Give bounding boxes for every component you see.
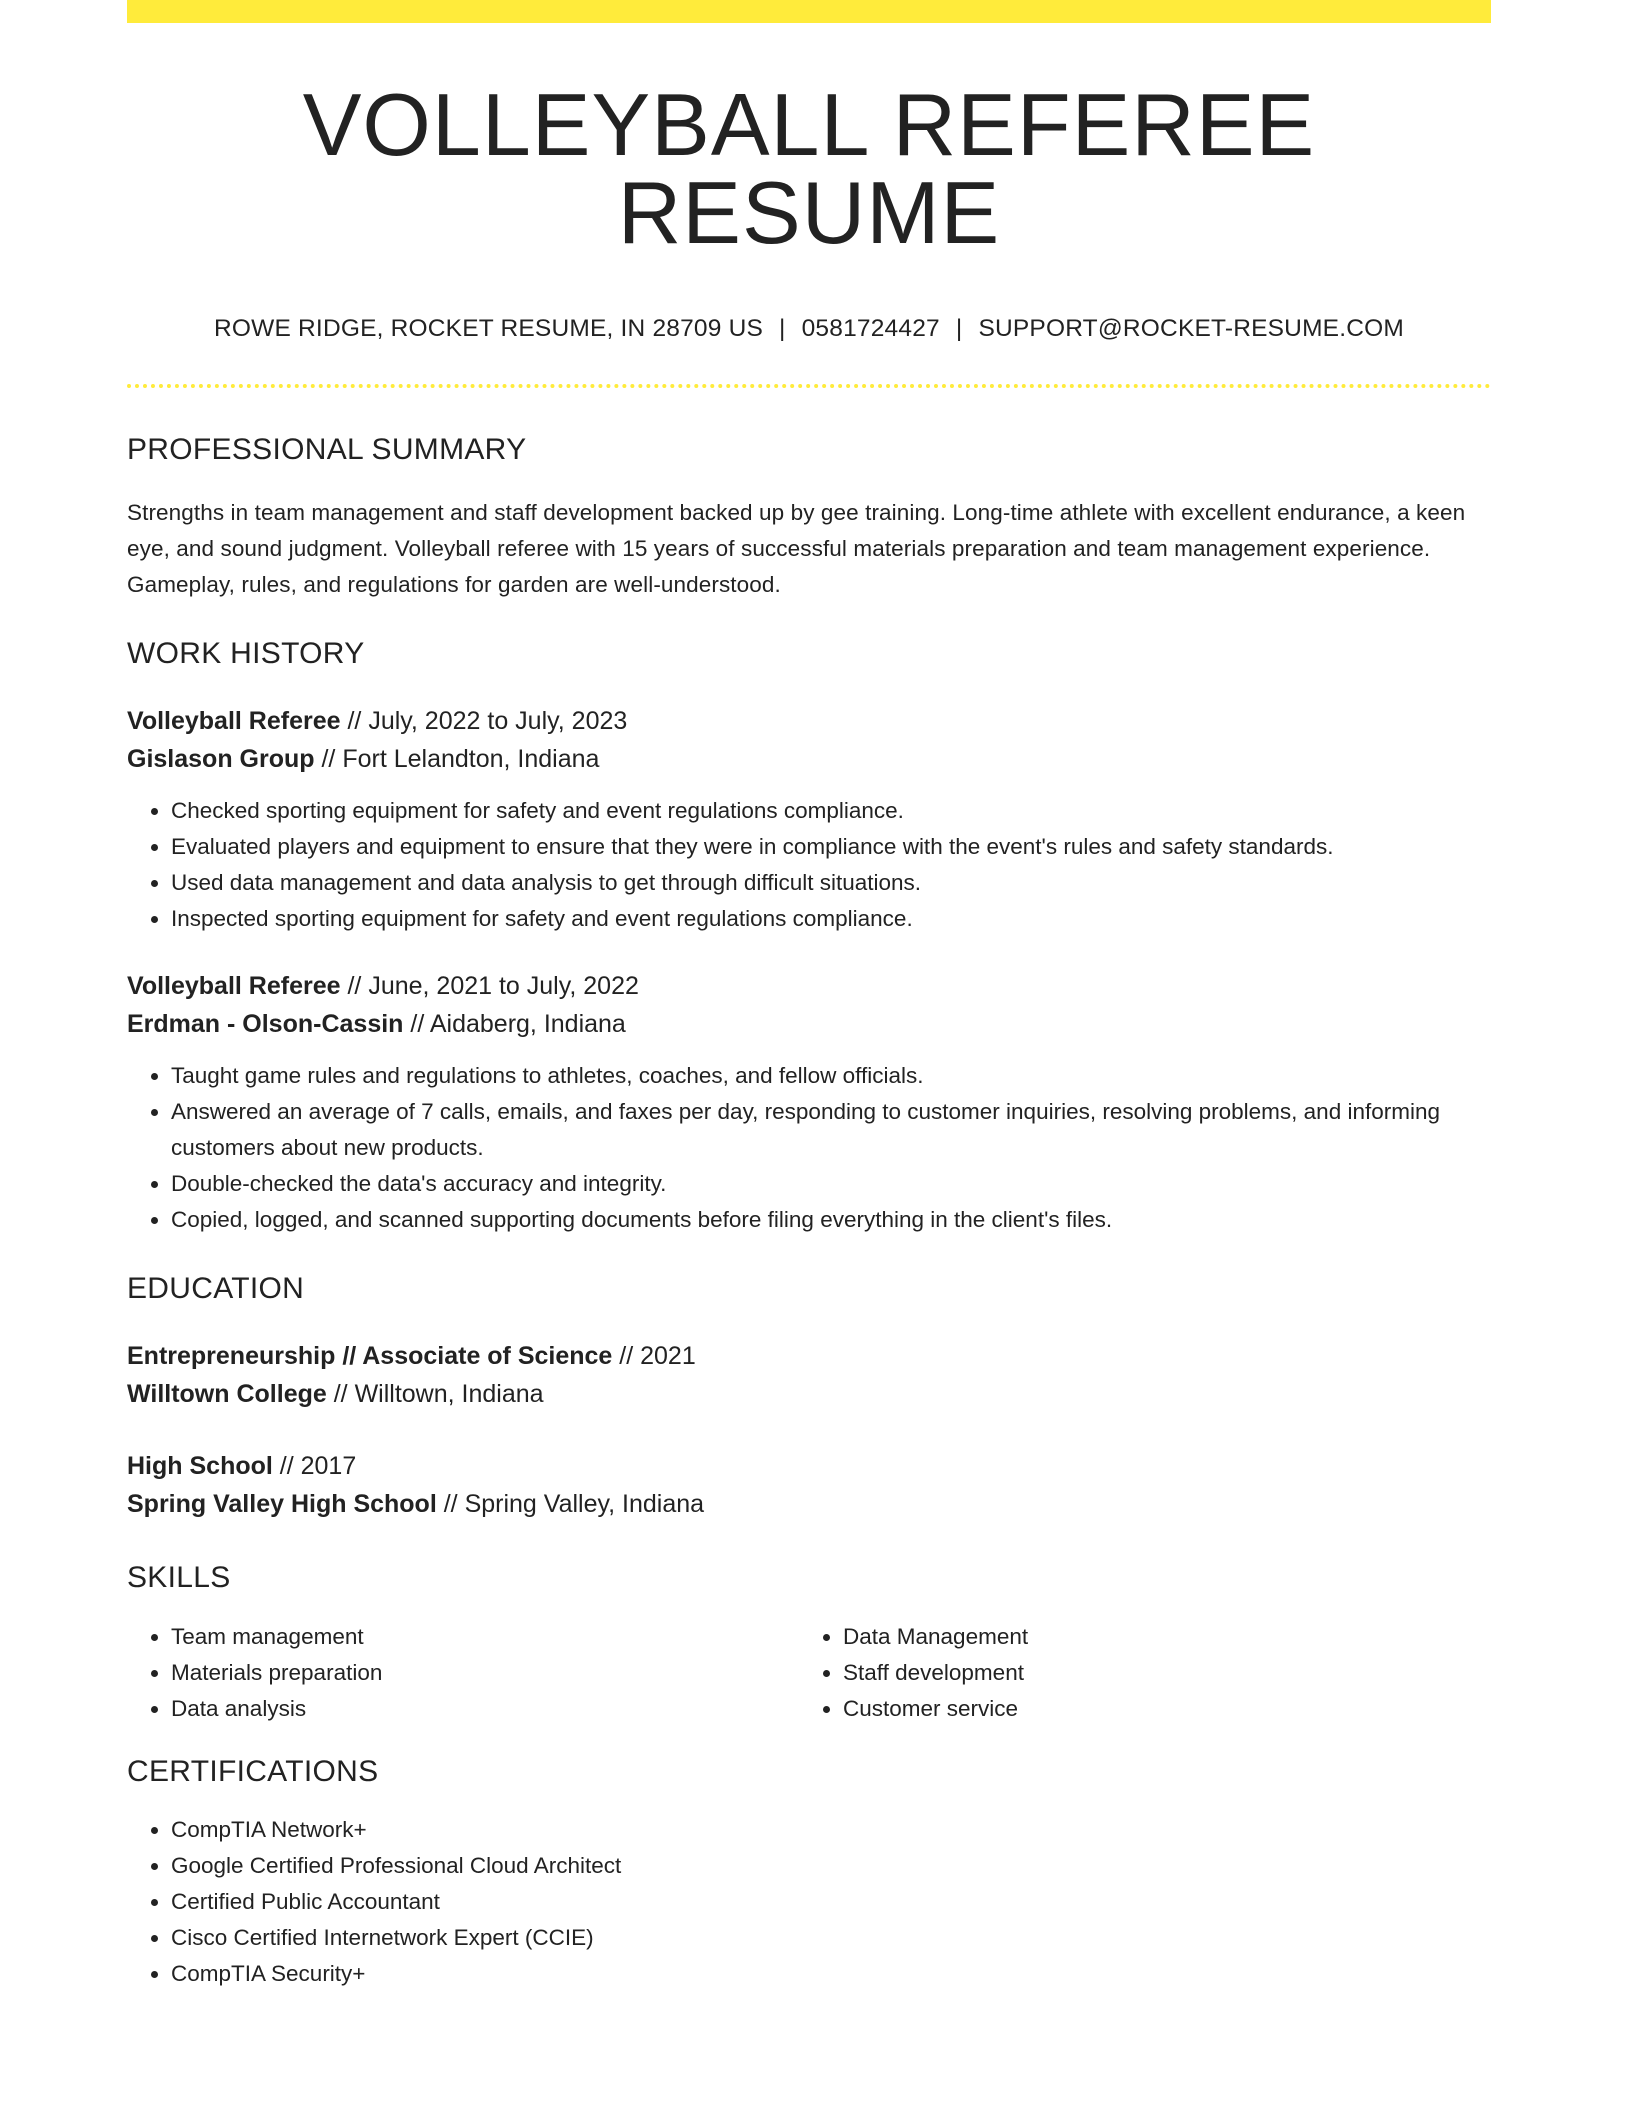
list-item: • Inspected sporting equipment for safety and event regulations compliance.: [171, 901, 1491, 937]
job-location: // Aidaberg, Indiana: [403, 1009, 626, 1038]
resume-page: [127, 0, 1491, 1992]
education-entry: [127, 1337, 1491, 1413]
contact-line: [127, 317, 1491, 342]
degree: High School: [127, 1451, 273, 1480]
summary-text: Strengths in team management and staff development backed up by gee training. Long-time athlete with excellent endurance, a keen eye, and sound judgment. Volleyball referee with 15 years of successful materials preparation and team management experience. Gameplay, rules, and regulations for garden are well-understood.: [127, 499, 1466, 597]
contact-separator: |: [779, 315, 786, 342]
job-company: Erdman - Olson-Cassin: [127, 1009, 404, 1038]
list-item: • Materials preparation: [171, 1655, 799, 1691]
job-title-line: [127, 702, 1491, 740]
school-name: Spring Valley High School: [127, 1489, 437, 1518]
list-item: • Customer service: [843, 1691, 1471, 1727]
degree-line: [127, 1337, 1491, 1375]
page-title: VOLLEYBALL REFEREE RESUME: [302, 75, 1316, 262]
certifications-heading: CERTIFICATIONS: [127, 1754, 379, 1788]
contact-address: ROWE RIDGE, ROCKET RESUME, IN 28709 US: [214, 315, 764, 342]
skills-list-right: [799, 1619, 1471, 1727]
job-bullets: [127, 1058, 1491, 1238]
list-item: • Double-checked the data's accuracy and integrity.: [171, 1166, 1491, 1202]
job-company-line: [127, 740, 1491, 778]
graduation-year: // 2017: [272, 1451, 357, 1480]
certifications-list: [127, 1812, 1491, 1992]
list-item: • Copied, logged, and scanned supporting documents before filing everything in the client's files.: [171, 1202, 1491, 1238]
list-item: • Cisco Certified Internetwork Expert (CCIE): [171, 1920, 1491, 1956]
job-company: Gislason Group: [127, 744, 315, 773]
school-name: Willtown College: [127, 1379, 327, 1408]
degree-line: [127, 1447, 1491, 1485]
list-item: • Taught game rules and regulations to athletes, coaches, and fellow officials.: [171, 1058, 1491, 1094]
school-location: // Willtown, Indiana: [326, 1379, 544, 1408]
job-dates: // July, 2022 to July, 2023: [340, 706, 628, 735]
job-title: Volleyball Referee: [127, 706, 341, 735]
summary-heading: PROFESSIONAL SUMMARY: [127, 432, 527, 466]
job-title-line: [127, 967, 1491, 1005]
job-entry: [127, 702, 1491, 937]
list-item: • Answered an average of 7 calls, emails, and faxes per day, responding to customer inquiries, resolving problems, and informing customers about new products.: [171, 1094, 1491, 1166]
list-item: • Staff development: [843, 1655, 1471, 1691]
school-location: // Spring Valley, Indiana: [436, 1489, 705, 1518]
list-item: • CompTIA Security+: [171, 1956, 1491, 1992]
education-entry: [127, 1447, 1491, 1523]
graduation-year: // 2021: [612, 1341, 696, 1370]
list-item: • Evaluated players and equipment to ensure that they were in compliance with the event's rules and safety standards.: [171, 829, 1491, 865]
job-title: Volleyball Referee: [127, 971, 341, 1000]
list-item: • Data analysis: [171, 1691, 799, 1727]
job-location: // Fort Lelandton, Indiana: [314, 744, 600, 773]
list-item: • Used data management and data analysis to get through difficult situations.: [171, 865, 1491, 901]
list-item: • Google Certified Professional Cloud Architect: [171, 1848, 1491, 1884]
education-heading: EDUCATION: [127, 1271, 305, 1305]
school-line: [127, 1485, 1491, 1523]
list-item: • Team management: [171, 1619, 799, 1655]
skills-grid: [127, 1607, 1491, 1727]
contact-separator: |: [955, 315, 963, 342]
skills-list-left: [127, 1619, 799, 1727]
skills-heading: SKILLS: [127, 1560, 231, 1594]
contact-phone: 0581724427: [801, 315, 940, 342]
list-item: • Checked sporting equipment for safety and event regulations compliance.: [171, 793, 1491, 829]
school-line: [127, 1375, 1491, 1413]
list-item: • CompTIA Network+: [171, 1812, 1491, 1848]
job-dates: // June, 2021 to July, 2022: [340, 971, 639, 1000]
contact-email: SUPPORT@ROCKET-RESUME.COM: [978, 315, 1404, 342]
degree: Entrepreneurship // Associate of Science: [127, 1341, 613, 1370]
list-item: • Data Management: [843, 1619, 1471, 1655]
top-accent-bar: [127, 0, 1491, 23]
dotted-divider: [127, 384, 1491, 388]
job-entry: [127, 967, 1491, 1238]
job-company-line: [127, 1005, 1491, 1043]
list-item: • Certified Public Accountant: [171, 1884, 1491, 1920]
work-history-heading: WORK HISTORY: [127, 636, 365, 670]
job-bullets: [127, 793, 1491, 937]
